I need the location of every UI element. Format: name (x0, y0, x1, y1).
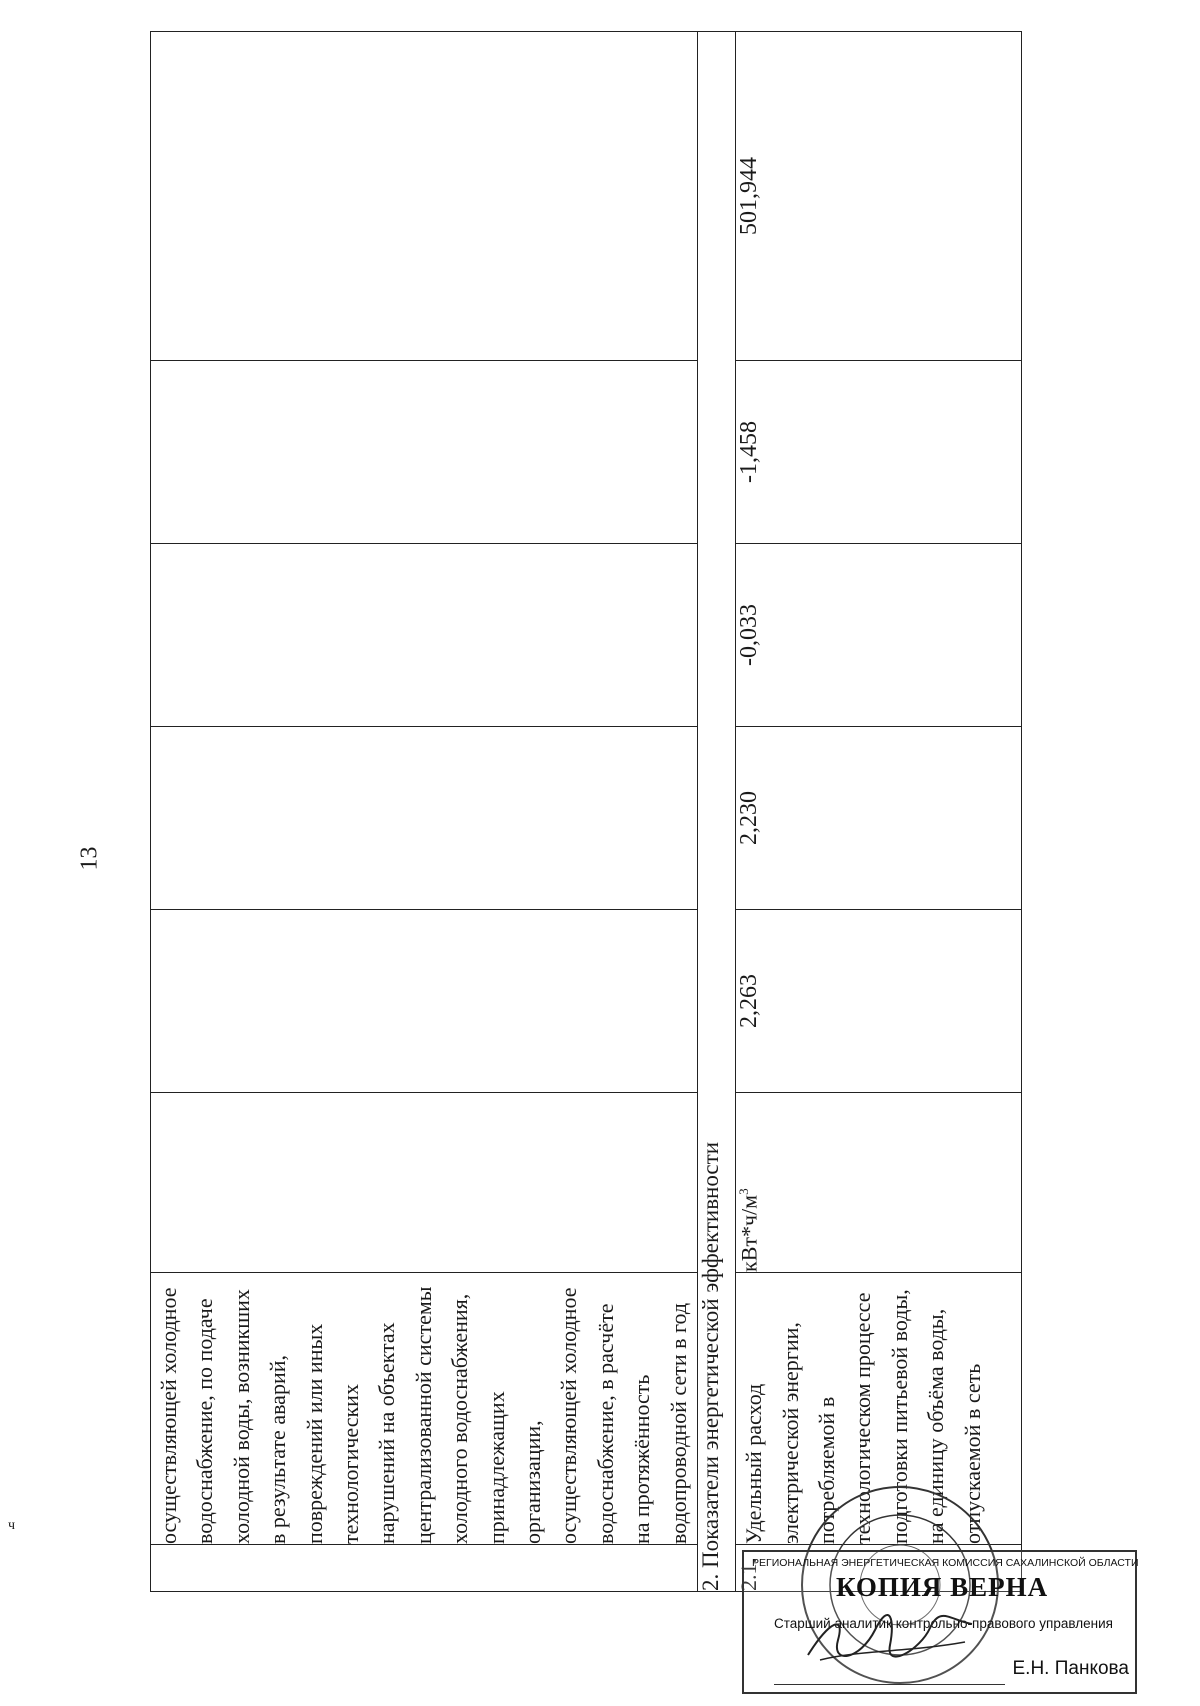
stray-mark: ч (8, 1518, 16, 1533)
stamp-organization: РЕГИОНАЛЬНАЯ ЭНЕРГЕТИЧЕСКАЯ КОМИССИЯ САХАЛИНСКОЙ ОБЛАСТИ (752, 1557, 1139, 1569)
indicators-table (150, 31, 1022, 1592)
desc-line: принадлежащих (483, 1391, 509, 1544)
description-cell-continued (151, 1273, 698, 1545)
table-row-2-1 (736, 32, 1022, 1592)
desc-line: технологическом процессе (850, 1292, 876, 1544)
desc-line: подготовки питьевой воды, (886, 1289, 912, 1544)
unit-text: кВт*ч/м (736, 1194, 762, 1272)
desc-line: осуществляющей холодное (556, 1287, 582, 1544)
rotated-table-wrapper (150, 32, 1022, 1592)
value-cell-empty (151, 544, 698, 727)
value-cell: 2,263 (736, 910, 1022, 1093)
num-cell-empty (151, 1545, 698, 1592)
desc-line: организации, (520, 1420, 546, 1544)
desc-line: технологических (338, 1384, 364, 1544)
desc-line: электрической энергии, (777, 1322, 803, 1544)
signature-line (774, 1684, 1005, 1685)
desc-line: отпускаемой в сеть (959, 1363, 985, 1544)
desc-line: холодной воды, возникших (228, 1289, 254, 1544)
value-cell-empty (151, 910, 698, 1093)
value-cell: -1,458 (736, 361, 1022, 544)
desc-line: холодного водоснабжения, (447, 1293, 473, 1544)
desc-line: Удельный расход (741, 1383, 767, 1544)
value-cell: -0,033 (736, 544, 1022, 727)
value-cell: 2,230 (736, 727, 1022, 910)
row-number: 2.1. (736, 1545, 1022, 1592)
desc-line: на единицу объёма воды, (923, 1308, 949, 1544)
desc-line: в результате аварий, (265, 1355, 291, 1544)
desc-line: водопроводной сети в год (665, 1302, 691, 1544)
unit-superscript: 3 (736, 1188, 752, 1195)
value-cell: 501,944 (736, 32, 1022, 361)
handwritten-signature (800, 1600, 980, 1670)
desc-line: водоснабжение, в расчёте (592, 1303, 618, 1544)
desc-line: нарушений на объектах (374, 1322, 400, 1544)
desc-line: на протяжённость (629, 1374, 655, 1544)
stamp-role: Старший аналитик контрольно-правового управления (774, 1616, 1113, 1631)
table-row-continued (151, 32, 698, 1592)
desc-line: водоснабжение, по подаче (192, 1298, 218, 1544)
value-cell-empty (151, 361, 698, 544)
value-cell-empty (151, 32, 698, 361)
page-number: 13 (76, 846, 103, 871)
section-row (698, 32, 736, 1592)
desc-line: потребляемой в (813, 1396, 839, 1544)
stamp-title: КОПИЯ ВЕРНА (836, 1572, 1049, 1602)
desc-line: осуществляющей холодное (156, 1287, 181, 1544)
value-cell-empty (151, 727, 698, 910)
desc-line: централизованной системы (410, 1286, 436, 1544)
desc-line: повреждений или иных (301, 1323, 327, 1544)
unit-cell (736, 1093, 1022, 1273)
stamp-signer: Е.Н. Панкова (1012, 1658, 1129, 1679)
unit-cell-empty (151, 1093, 698, 1273)
section-title: 2. Показатели энергетической эффективности (698, 32, 736, 1592)
